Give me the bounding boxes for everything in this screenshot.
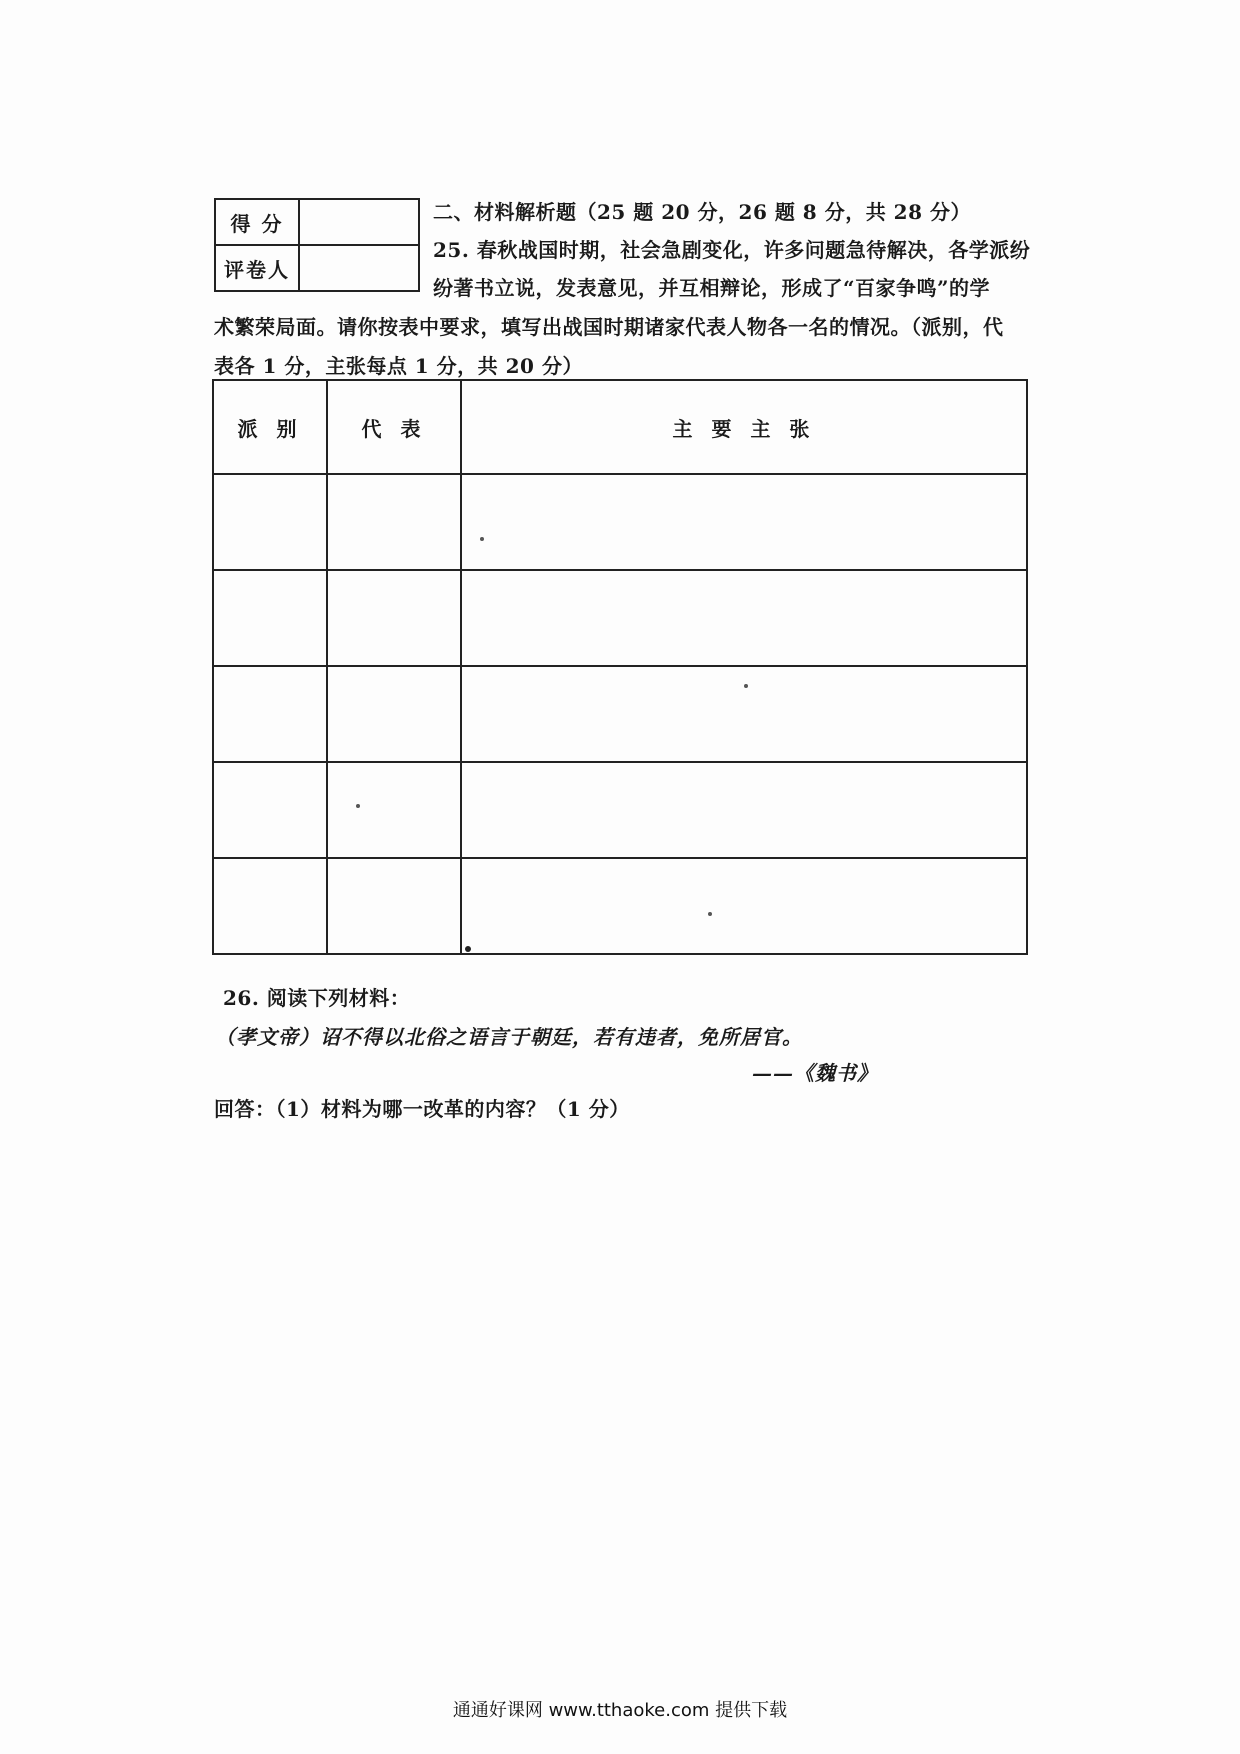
q26-source: ——《魏书》 [752, 1061, 878, 1085]
table-row [213, 474, 1027, 570]
score-field[interactable] [299, 199, 419, 245]
header-representative: 代 表 [327, 380, 461, 474]
score-label: 得 分 [215, 199, 299, 245]
q25-line-4: 表各 1 分，主张每点 1 分，共 20 分） [214, 354, 583, 378]
main-ideas-cell[interactable] [461, 474, 1027, 570]
score-box [214, 198, 420, 292]
table-row [213, 762, 1027, 858]
school-cell[interactable] [213, 858, 327, 954]
representative-cell[interactable] [327, 474, 461, 570]
scan-speck [744, 684, 748, 688]
school-cell[interactable] [213, 570, 327, 666]
grader-label: 评卷人 [215, 245, 299, 291]
table-row [213, 858, 1027, 954]
section-heading: 二、材料解析题（25 题 20 分，26 题 8 分，共 28 分） [433, 200, 971, 224]
q26-question-1: 回答：（1）材料为哪一改革的内容？（1 分） [214, 1097, 630, 1121]
footer-credit: 通通好课网 www.tthaoke.com 提供下载 [452, 1700, 788, 1721]
q25-line-3: 术繁荣局面。请你按表中要求，填写出战国时期诸家代表人物各一名的情况。（派别，代 [214, 315, 1004, 339]
representative-cell[interactable] [327, 666, 461, 762]
grader-field[interactable] [299, 245, 419, 291]
representative-cell[interactable] [327, 762, 461, 858]
q26-material: （孝文帝）诏不得以北俗之语言于朝廷，若有违者，免所居官。 [215, 1025, 803, 1049]
scan-speck [356, 804, 360, 808]
school-cell[interactable] [213, 762, 327, 858]
representative-cell[interactable] [327, 858, 461, 954]
main-ideas-cell[interactable] [461, 762, 1027, 858]
representative-cell[interactable] [327, 570, 461, 666]
scan-speck [465, 946, 471, 952]
answer-table [212, 379, 1028, 955]
q25-line-2: 纷著书立说，发表意见，并互相辩论，形成了“百家争鸣”的学 [433, 276, 991, 300]
main-ideas-cell[interactable] [461, 858, 1027, 954]
school-cell[interactable] [213, 666, 327, 762]
q25-line-1: 25. 春秋战国时期，社会急剧变化，许多问题急待解决，各学派纷 [433, 238, 1031, 262]
scan-speck [480, 537, 484, 541]
q26-intro: 26. 阅读下列材料： [223, 986, 411, 1010]
table-row [213, 666, 1027, 762]
school-cell[interactable] [213, 474, 327, 570]
header-school: 派 别 [213, 380, 327, 474]
scan-speck [708, 912, 712, 916]
main-ideas-cell[interactable] [461, 666, 1027, 762]
main-ideas-cell[interactable] [461, 570, 1027, 666]
table-row [213, 570, 1027, 666]
header-main-ideas: 主 要 主 张 [461, 380, 1027, 474]
